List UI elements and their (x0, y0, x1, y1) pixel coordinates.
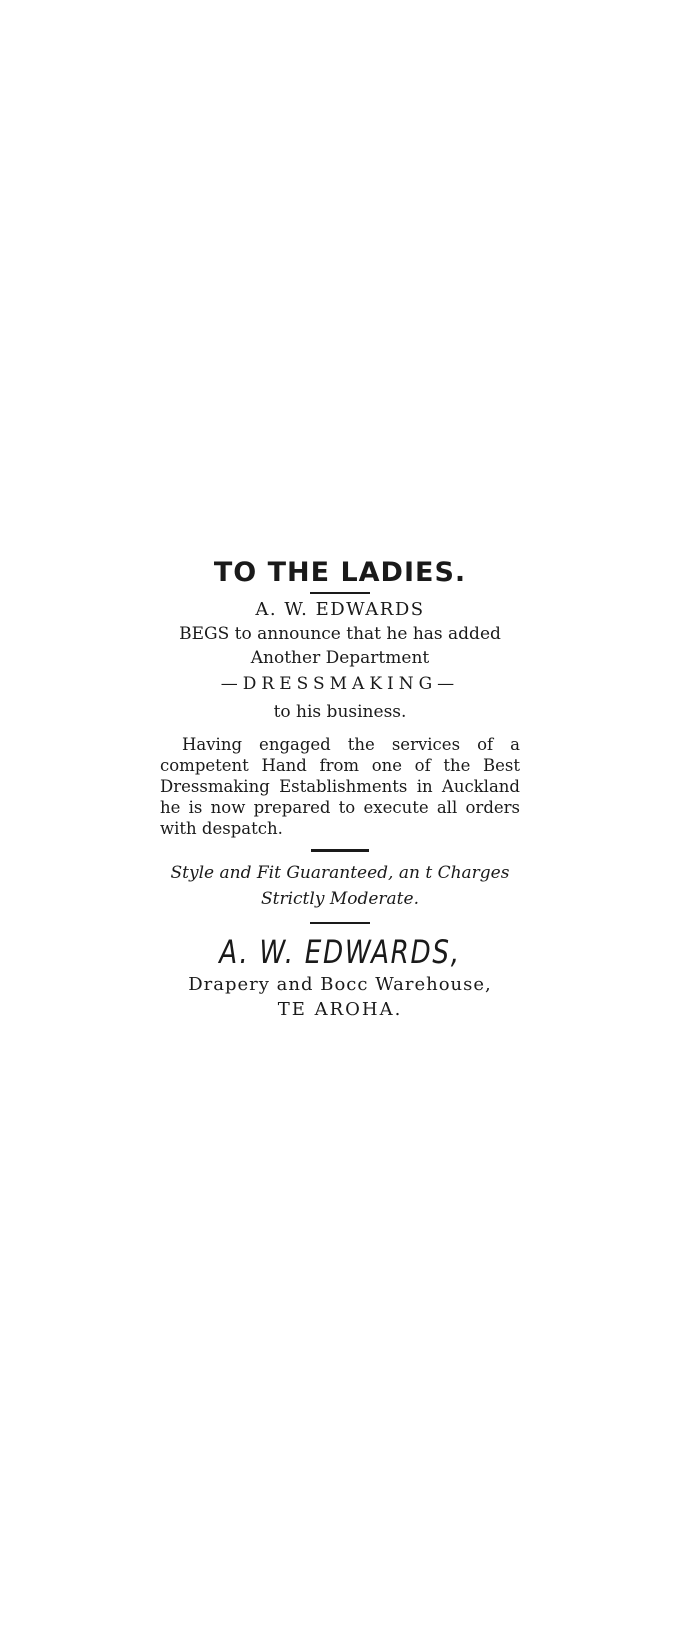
department-name: —DRESSMAKING— (220, 674, 460, 694)
announcement-line-1: BEGS to announce that he has added (179, 624, 501, 644)
section-divider (311, 849, 369, 852)
business-type: Drapery and Bocc Warehouse, (188, 974, 492, 995)
merchant-name: A. W. EDWARDS (255, 599, 425, 620)
announcement-line-2: Another Department (250, 648, 430, 668)
advertisement (160, 556, 520, 1022)
signature-name: A. W. EDWARDS, (219, 933, 461, 971)
signature-divider (310, 922, 370, 924)
ad-headline: TO THE LADIES. (213, 557, 467, 588)
announcement-line-3: to his business. (273, 702, 407, 722)
ad-body-text: Having engaged the services of a competent Hand from one of the Best Dressmaking Establishments in Auckland he is now prepared to execute all orders with despatch. (160, 735, 520, 838)
tagline-line-1: Style and Fit Guaranteed, an t Charges (170, 863, 510, 883)
headline-underline (310, 592, 370, 594)
town-name: TE AROHA. (277, 999, 403, 1020)
tagline-line-2: Strictly Moderate. (261, 889, 419, 909)
